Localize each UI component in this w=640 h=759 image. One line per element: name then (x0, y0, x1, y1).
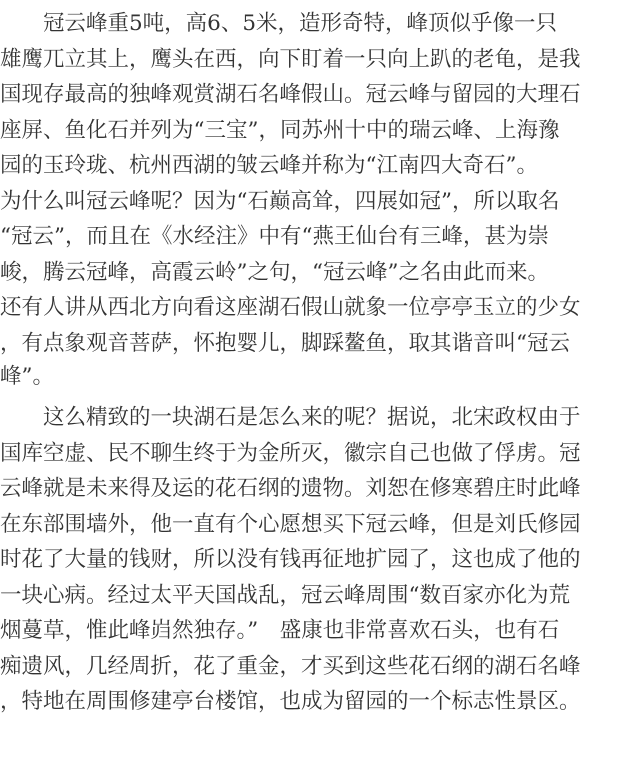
text-line: 座屏、鱼化石并列为“三宝”，同苏州十中的瑞云峰、上海豫 (0, 118, 560, 143)
text-line: 园的玉玲珑、杭州西湖的皱云峰并称为“江南四大奇石”。 (0, 153, 538, 178)
text-line: “冠云”，而且在《水经注》中有“燕王仙台有三峰，甚为崇 (0, 224, 549, 249)
text-line: 云峰就是未来得及运的花石纲的遗物。刘恕在修寒碧庄时此峰 (0, 476, 581, 501)
text-line: 痴遗风，几经周折，花了重金，才买到这些花石纲的湖石名峰 (0, 654, 581, 679)
text-line: 一块心病。经过太平天国战乱，冠云峰周围“数百家亦化为荒 (0, 583, 570, 608)
text-line: 国库空虚、民不聊生终于为金所灭，徽宗自己也做了俘虏。冠 (0, 441, 581, 466)
text-line: 在东部围墙外，他一直有个心愿想买下冠云峰，但是刘氏修园 (0, 512, 581, 537)
text-line: ，有点象观音菩萨，怀抱婴儿，脚踩鳌鱼，取其谐音叫“冠云 (0, 331, 570, 356)
text-line: 还有人讲从西北方向看这座湖石假山就象一位亭亭玉立的少女 (0, 295, 581, 320)
text-line: 时花了大量的钱财，所以没有钱再征地扩园了，这也成了他的 (0, 547, 581, 572)
text-line: 这么精致的一块湖石是怎么来的呢？据说，北宋政权由于 (0, 405, 581, 430)
text-line: 峰”。 (0, 364, 54, 389)
text-line: 峻，腾云冠峰，高霞云岭”之句，“冠云峰”之名由此而来。 (0, 260, 549, 285)
text-line: 为什么叫冠云峰呢？因为“石巅高耸，四展如冠”，所以取名 (0, 189, 560, 214)
text-line: ，特地在周围修建亭台楼馆，也成为留园的一个标志性景区。 (0, 689, 581, 714)
text-line: 冠云峰重5吨，高6、5米，造形奇特，峰顶似乎像一只 (0, 11, 558, 36)
text-line: 国现存最高的独峰观赏湖石名峰假山。冠云峰与留园的大理石 (0, 82, 581, 107)
text-line: 雄鹰兀立其上，鹰头在西，向下盯着一只向上趴的老龟，是我 (0, 47, 581, 72)
text-line: 烟蔓草，惟此峰岿然独存。” 盛康也非常喜欢石头，也有石 (0, 618, 560, 643)
